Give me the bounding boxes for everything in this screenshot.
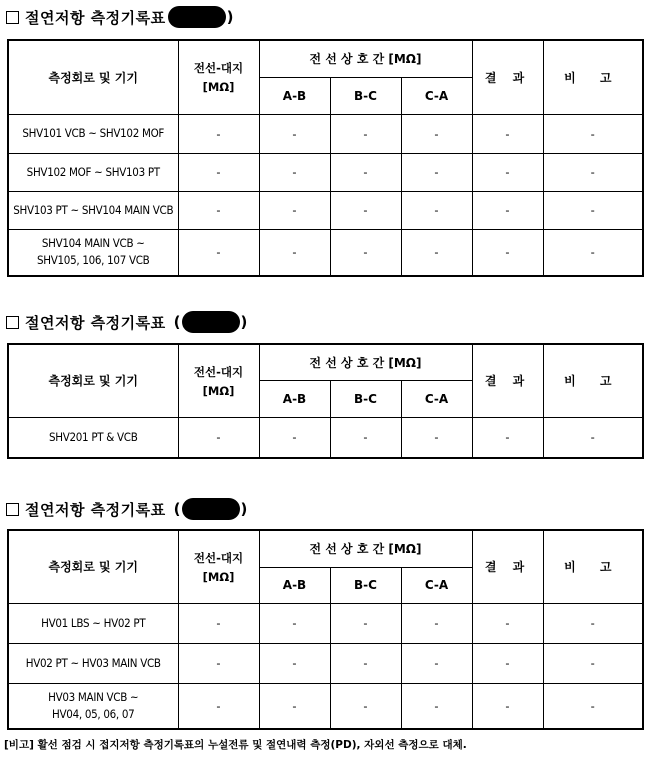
bc-value: - (330, 417, 401, 458)
ground-header-unit: [MΩ] (202, 383, 235, 398)
ab-value: - (259, 191, 330, 229)
ab-value: - (259, 114, 330, 153)
redaction-mark (168, 6, 226, 28)
remark-header: 비 고 (543, 344, 643, 417)
circuit-line: SHV103 PT ~ SHV104 MAIN VCB (13, 202, 174, 217)
insulation-record-table-1 (7, 39, 644, 277)
open-paren: ( (173, 313, 181, 331)
circuit-line: HV02 PT ~ HV03 MAIN VCB (25, 655, 161, 670)
bc-value: - (330, 153, 401, 191)
result-value: - (472, 417, 543, 458)
circuit-cell (8, 683, 178, 729)
remark-value: - (543, 643, 643, 683)
remark-value: - (543, 153, 643, 191)
ca-value: - (401, 191, 472, 229)
header-row (8, 530, 643, 567)
table-row (8, 417, 643, 458)
ground-value: - (178, 153, 259, 191)
remark-value: - (543, 603, 643, 643)
circuit-cell (8, 153, 178, 191)
ground-value: - (178, 191, 259, 229)
ground-header-unit: [MΩ] (202, 569, 235, 584)
ca-value: - (401, 643, 472, 683)
section-title-text: 절연저항 측정기록표 (25, 500, 166, 519)
phase-ca-header: C-A (401, 77, 472, 114)
result-header: 결 과 (472, 40, 543, 114)
checkbox-icon (6, 11, 19, 24)
phase-ab-header: A-B (259, 567, 330, 603)
ground-header (178, 40, 259, 114)
line-to-line-header: 전 선 상 호 간 [MΩ] (259, 530, 472, 567)
section-title-text: 절연저항 측정기록표 (25, 8, 166, 27)
result-value: - (472, 643, 543, 683)
ground-header (178, 344, 259, 417)
ground-header-label: 전선-대지 (193, 61, 244, 76)
header-row (8, 40, 643, 77)
table-row (8, 153, 643, 191)
footnote: [비고] 활선 점검 시 접지저항 측정기록표의 누설전류 및 절연내력 측정(PD), 자외선 측정으로 대체. (4, 739, 467, 751)
circuit-line: SHV102 MOF ~ SHV103 PT (26, 164, 160, 179)
circuit-header: 측정회로 및 기기 (8, 344, 178, 417)
phase-ab-header: A-B (259, 77, 330, 114)
line-to-line-header: 전 선 상 호 간 [MΩ] (259, 344, 472, 380)
ground-value: - (178, 229, 259, 276)
bc-value: - (330, 114, 401, 153)
phase-bc-header: B-C (330, 567, 401, 603)
remark-header: 비 고 (543, 40, 643, 114)
circuit-line: HV04, 05, 06, 07 (52, 706, 135, 721)
table-row (8, 683, 643, 729)
circuit-line: SHV101 VCB ~ SHV102 MOF (22, 126, 165, 140)
close-paren: ) (226, 8, 234, 26)
open-paren: ( (173, 500, 181, 518)
ca-value: - (401, 114, 472, 153)
close-paren: ) (240, 313, 248, 331)
result-header: 결 과 (472, 344, 543, 417)
ground-header-label: 전선-대지 (193, 364, 244, 379)
result-value: - (472, 229, 543, 276)
ground-value: - (178, 114, 259, 153)
section-2-title (4, 310, 247, 334)
circuit-line: HV01 LBS ~ HV02 PT (41, 615, 146, 630)
table-row (8, 114, 643, 153)
table-row (8, 229, 643, 276)
remark-value: - (543, 191, 643, 229)
ca-value: - (401, 229, 472, 276)
phase-bc-header: B-C (330, 77, 401, 114)
ground-value: - (178, 417, 259, 458)
table-row (8, 603, 643, 643)
line-to-line-header: 전 선 상 호 간 [MΩ] (259, 40, 472, 77)
remark-header: 비 고 (543, 530, 643, 603)
ab-value: - (259, 229, 330, 276)
ab-value: - (259, 153, 330, 191)
result-value: - (472, 683, 543, 729)
remark-value: - (543, 229, 643, 276)
table-row (8, 643, 643, 683)
header-row (8, 344, 643, 380)
bc-value: - (330, 191, 401, 229)
circuit-header: 측정회로 및 기기 (8, 530, 178, 603)
circuit-cell (8, 114, 178, 153)
circuit-cell (8, 643, 178, 683)
result-value: - (472, 191, 543, 229)
redaction-mark (182, 311, 240, 333)
ab-value: - (259, 643, 330, 683)
ground-value: - (178, 643, 259, 683)
section-title-text: 절연저항 측정기록표 (25, 313, 166, 332)
circuit-cell (8, 229, 178, 276)
bc-value: - (330, 603, 401, 643)
phase-ca-header: C-A (401, 380, 472, 417)
result-value: - (472, 153, 543, 191)
ground-value: - (178, 603, 259, 643)
ca-value: - (401, 603, 472, 643)
circuit-line: SHV105, 106, 107 VCB (37, 253, 150, 268)
bc-value: - (330, 229, 401, 276)
circuit-line: HV03 MAIN VCB ~ (48, 689, 139, 704)
circuit-cell (8, 191, 178, 229)
ca-value: - (401, 153, 472, 191)
result-value: - (472, 603, 543, 643)
ground-value: - (178, 683, 259, 729)
circuit-header: 측정회로 및 기기 (8, 40, 178, 114)
result-value: - (472, 114, 543, 153)
checkbox-icon (6, 503, 19, 516)
insulation-record-table-2 (7, 343, 644, 459)
bc-value: - (330, 683, 401, 729)
insulation-record-table-3 (7, 529, 644, 730)
ca-value: - (401, 417, 472, 458)
redaction-mark (182, 498, 240, 520)
phase-bc-header: B-C (330, 380, 401, 417)
section-1-title (4, 5, 234, 29)
remark-value: - (543, 114, 643, 153)
ab-value: - (259, 417, 330, 458)
circuit-line: SHV104 MAIN VCB ~ (41, 236, 145, 251)
remark-value: - (543, 683, 643, 729)
section-3-title (4, 497, 247, 521)
ab-value: - (259, 683, 330, 729)
ground-header-unit: [MΩ] (202, 80, 235, 95)
circuit-cell (8, 417, 178, 458)
phase-ab-header: A-B (259, 380, 330, 417)
ground-header (178, 530, 259, 603)
table-row (8, 191, 643, 229)
bc-value: - (330, 643, 401, 683)
remark-value: - (543, 417, 643, 458)
circuit-line: SHV201 PT & VCB (48, 429, 138, 444)
circuit-cell (8, 603, 178, 643)
ground-header-label: 전선-대지 (193, 550, 244, 565)
ab-value: - (259, 603, 330, 643)
result-header: 결 과 (472, 530, 543, 603)
phase-ca-header: C-A (401, 567, 472, 603)
close-paren: ) (240, 500, 248, 518)
ca-value: - (401, 683, 472, 729)
checkbox-icon (6, 316, 19, 329)
